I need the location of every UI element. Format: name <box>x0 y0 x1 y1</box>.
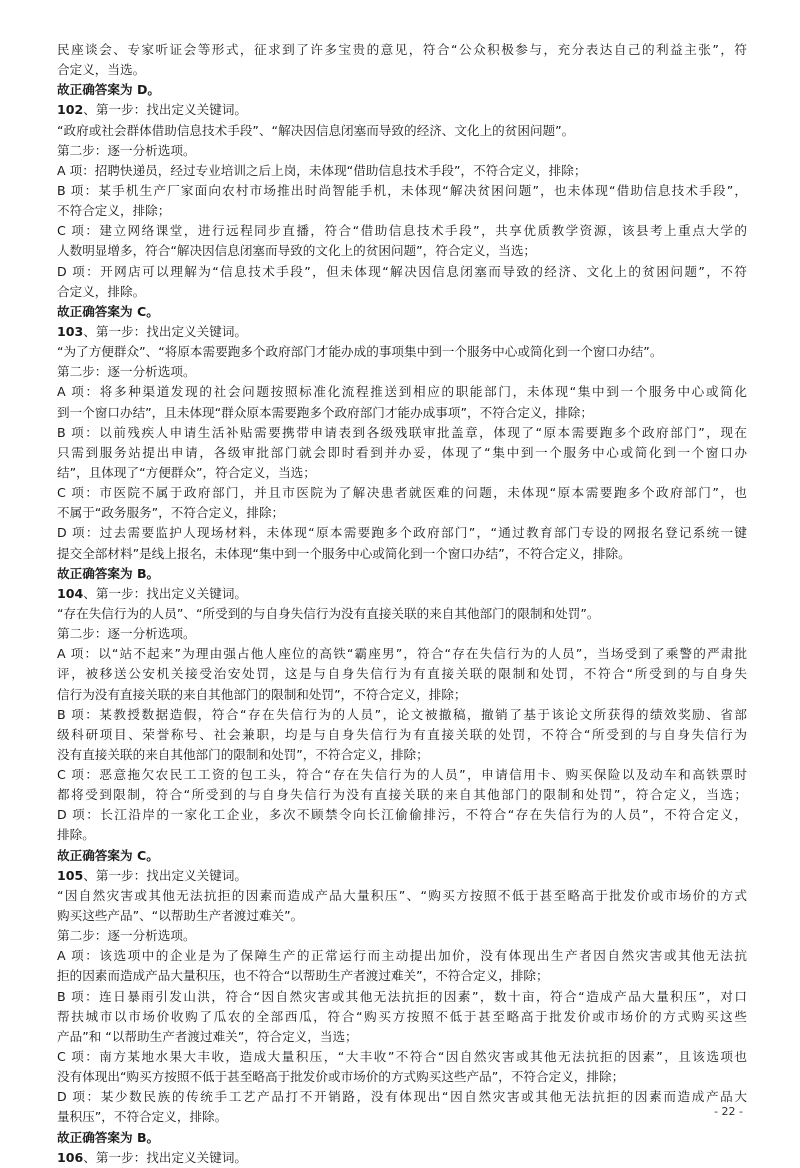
question-number: 102 <box>57 102 84 118</box>
answer-line: 故正确答案为 D。 <box>57 82 160 98</box>
text-line: 不属于“政务服务”，不符合定义，排除； <box>57 505 285 521</box>
text-line: 第二步：逐一分析选项。 <box>57 364 196 380</box>
text-line: 人数明显增多，符合“解决因信息闭塞而导致的文化上的贫困问题”，符合定义，当选； <box>57 243 537 259</box>
answer-line: 故正确答案为 C。 <box>57 847 159 863</box>
text-line: D 项：长江沿岸的一家化工企业，多次不顾禁令向长江偷偷排污，不符合“存在失信行为的人员”，不符合定义， <box>57 807 747 823</box>
text-line: 评，被移送公安机关接受治安处罚，这是与自身失信行为有直接关联的限制和处罚，不符合“所受到的与自身失 <box>57 666 747 682</box>
text-line: C 项：建立网络课堂，进行远程同步直播，符合“借助信息技术手段”，共享优质教学资源，该县考上重点大学的 <box>57 223 747 239</box>
text-line: 第二步：逐一分析选项。 <box>57 928 196 944</box>
text-line: C 项：南方某地水果大丰收，造成大量积压，“大丰收”不符合“因自然灾害或其他无法抗拒的因素”，且该选项也 <box>57 1049 747 1065</box>
text-line: 合定义，排除。 <box>57 283 146 299</box>
answer-line: 故正确答案为 B。 <box>57 1129 160 1145</box>
text-line: 信行为没有直接关联的来自其他部门的限制和处罚”，不符合定义，排除； <box>57 686 467 702</box>
text-line: 没有体现出“购买方按照不低于甚至略高于批发价或市场价的方式购买这些产品”，不符合定义，排除； <box>57 1069 625 1085</box>
text-line: 结”，且体现了“方便群众”，符合定义，当选； <box>57 464 316 480</box>
text-line: 购买这些产品”、“以帮助生产者渡过难关”。 <box>57 908 304 924</box>
question-heading-line: 106、第一步：找出定义关键词。 <box>57 1149 248 1165</box>
text-line: D 项：某少数民族的传统手工艺产品打不开销路，没有体现出“因自然灾害或其他无法抗拒的因素而造成产品大 <box>57 1089 747 1105</box>
question-heading-line: 104、第一步：找出定义关键词。 <box>57 585 248 601</box>
text-line: 只需到服务站提出申请，各级审批部门就会即时看到并办妥，体现了“集中到一个服务中心或简化到一个窗口办 <box>57 444 747 460</box>
text-line: B 项：某教授数据造假，符合“存在失信行为的人员”，论文被撤稿，撤销了基于该论文所获得的绩效奖励、省部 <box>57 706 747 722</box>
text-line: 拒的因素而造成产品大量积压，也不符合“以帮助生产者渡过难关”，不符合定义，排除； <box>57 968 549 984</box>
text-line: 合定义，当选。 <box>57 62 146 78</box>
question-number: 104 <box>57 585 84 601</box>
text-line: C 项：市医院不属于政府部门，并且市医院为了解决患者就医难的问题，未体现“原本需要跑多个政府部门”，也 <box>57 485 747 501</box>
text-line: 到一个窗口办结”，且未体现“群众原本需要跑多个政府部门才能办成事项”，不符合定义，排除； <box>57 404 593 420</box>
text-line: B 项：以前残疾人申请生活补贴需要携带申请表到各级残联审批盖章，体现了“原本需要跑多个政府部门”，现在 <box>57 424 747 440</box>
text-line: A 项：该选项中的企业是为了保障生产的正常运行而主动提出加价，没有体现出生产者因自然灾害或其他无法抗 <box>57 948 747 964</box>
text-line: A 项：招聘快递员，经过专业培训之后上岗，未体现“借助信息技术手段”，不符合定义，排除； <box>57 162 587 178</box>
text-line: 帮扶城市以市场价收购了瓜农的全部西瓜，符合“购买方按照不低于甚至略高于批发价或市场价的方式购买这些 <box>57 1008 747 1024</box>
text-line: 民座谈会、专家听证会等形式，征求到了许多宝贵的意见，符合“公众积极参与，充分表达自己的利益主张”，符 <box>57 42 747 57</box>
text-line: 没有直接关联的来自其他部门的限制和处罚”，不符合定义，排除； <box>57 746 429 762</box>
question-number: 106 <box>57 1149 84 1165</box>
answer-line: 故正确答案为 C。 <box>57 303 159 319</box>
text-line: B 项：连日暴雨引发山洪，符合“因自然灾害或其他无法抗拒的因素”，数十亩，符合“造成产品大量积压”，对口 <box>57 988 747 1004</box>
text-line: 排除。 <box>57 827 95 843</box>
question-number: 103 <box>57 323 84 339</box>
question-number: 105 <box>57 867 84 883</box>
text-line: “为了方便群众”、“将原本需要跑多个政府部门才能办成的事项集中到一个服务中心或简化到一个窗口办结”。 <box>57 344 663 360</box>
text-line: “因自然灾害或其他无法抗拒的因素而造成产品大量积压”、“购买方按照不低于甚至略高于批发价或市场价的方式 <box>57 887 747 903</box>
text-line: 量积压”，不符合定义，排除。 <box>57 1109 228 1125</box>
question-heading-line: 105、第一步：找出定义关键词。 <box>57 867 248 883</box>
answer-line: 故正确答案为 B。 <box>57 565 160 581</box>
text-line: 第二步：逐一分析选项。 <box>57 142 196 158</box>
text-line: 产品”和 “以帮助生产者渡过难关”，符合定义，当选； <box>57 1028 358 1044</box>
question-heading-line: 103、第一步：找出定义关键词。 <box>57 323 248 339</box>
text-line: 第二步：逐一分析选项。 <box>57 626 196 642</box>
text-line: 不符合定义，排除； <box>57 203 171 219</box>
text-line: B 项：某手机生产厂家面向农村市场推出时尚智能手机，未体现“解决贫困问题”，也未体现“借助信息技术手段”， <box>57 182 747 198</box>
text-line: D 项：开网店可以理解为“信息技术手段”，但未体现“解决因信息闭塞而导致的经济、文化上的贫困问题”，不符 <box>57 263 747 279</box>
text-line: A 项：将多种渠道发现的社会问题按照标准化流程推送到相应的职能部门，未体现“集中到一个服务中心或简化 <box>57 384 747 400</box>
document-body <box>57 40 747 1168</box>
text-line: D 项：过去需要监护人现场材料，未体现“原本需要跑多个政府部门”，“通过教育部门专设的网报名登记系统一键 <box>57 525 747 541</box>
text-line: 级科研项目、荣誉称号、社会兼职，均是与自身失信行为有直接关联的处罚，不符合“所受到的与自身失信行为 <box>57 726 747 742</box>
question-heading-line: 102、第一步：找出定义关键词。 <box>57 102 248 118</box>
text-line: 提交全部材料”是线上报名，未体现“集中到一个服务中心或简化到一个窗口办结”，不符合定义，排除。 <box>57 545 631 561</box>
page-number: - 22 - <box>714 1105 743 1118</box>
text-line: 都将受到限制，符合“所受到的与自身失信行为没有直接关联的来自其他部门的限制和处罚”，符合定义，当选； <box>57 787 747 803</box>
text-line: C 项：恶意拖欠农民工工资的包工头，符合“存在失信行为的人员”，申请信用卡、购买保险以及动车和高铁票时 <box>57 767 747 783</box>
text-line: “存在失信行为的人员”、“所受到的与自身失信行为没有直接关联的来自其他部门的限制和处罚”。 <box>57 605 600 621</box>
text-line: A 项：以“站不起来”为理由强占他人座位的高铁“霸座男”，符合“存在失信行为的人员”，当场受到了乘警的严肃批 <box>57 646 747 662</box>
text-line: “政府或社会群体借助信息技术手段”、“解决因信息闭塞而导致的经济、文化上的贫困问题”。 <box>57 122 575 138</box>
